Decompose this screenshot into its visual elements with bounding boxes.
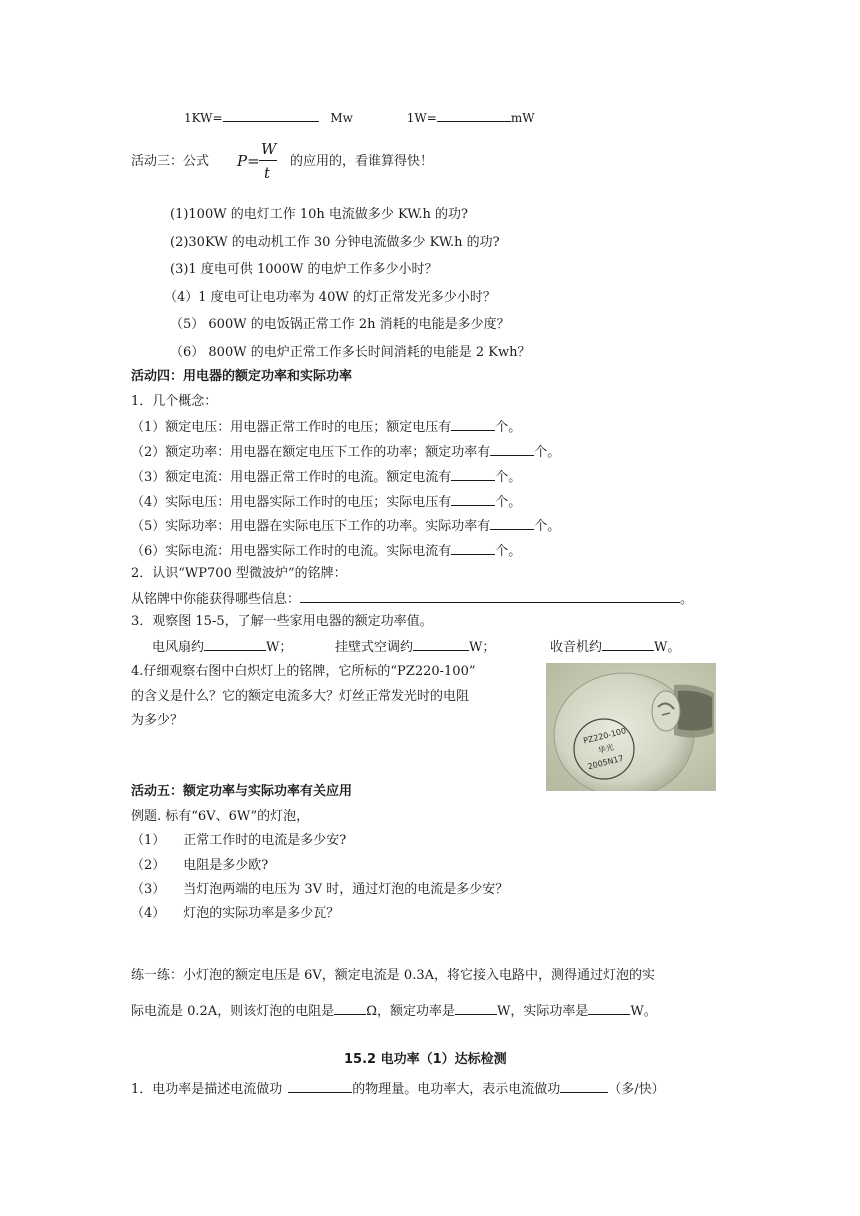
- item2-question: [131, 590, 693, 608]
- q-text: 电阻是多少欧?: [183, 858, 269, 873]
- blank: [334, 1002, 366, 1015]
- blank: [413, 638, 469, 651]
- a3-question-6: （6） 800W 的电炉正常工作多长时间消耗的电能是 2 Kwh？: [170, 345, 531, 360]
- bulb-label-1: PZ220-100: [582, 726, 628, 746]
- item4-line-3: 为多少？: [131, 713, 184, 728]
- q-num: （3）: [131, 882, 166, 897]
- concept-end: 个。: [495, 470, 522, 485]
- q-text: 正常工作时的电流是多少安?: [183, 833, 347, 848]
- item4-line-1: 4.仔细观察右图中白炽灯上的铭牌，它所标的“PZ220-100”: [131, 664, 476, 679]
- blank: [300, 590, 680, 603]
- q-text: 当灯泡两端的电压为 3V 时，通过灯泡的电流是多少安？: [183, 882, 509, 897]
- bulb-icon: [546, 663, 716, 791]
- mw-label: Mw: [330, 111, 353, 125]
- blank: [451, 493, 495, 506]
- blank: [490, 517, 534, 530]
- blank: [437, 109, 511, 122]
- practice-c: W，实际功率是: [496, 1004, 589, 1019]
- w-unit: W；: [266, 640, 293, 655]
- blank: [451, 542, 495, 555]
- power-formula: [235, 140, 281, 184]
- concept-end: 个。: [534, 519, 561, 534]
- activity5-title: 活动五：额定功率与实际功率有关应用: [131, 784, 353, 799]
- blank: [451, 418, 495, 431]
- example-q1: [131, 833, 346, 849]
- item2-q-text: 从铭牌中你能获得哪些信息：: [131, 592, 301, 607]
- section-title: 15.2 电功率（1）达标检测: [344, 1052, 507, 1067]
- w-unit: W；: [469, 640, 496, 655]
- kw-label: 1KW=: [184, 111, 223, 125]
- formula-p: P=: [237, 152, 260, 170]
- blank: [588, 1002, 630, 1015]
- w-unit-end: W。: [654, 640, 681, 655]
- a3-question-3: (3)1 度电可供 1000W 的电炉工作多少小时？: [170, 262, 438, 277]
- fraction-bar: [259, 160, 277, 161]
- practice-b: Ω，额定功率是: [366, 1004, 455, 1019]
- q-text: 灯泡的实际功率是多少瓦？: [183, 906, 340, 921]
- item3-radio: [550, 638, 680, 656]
- q1-c: （多/快）: [608, 1082, 665, 1097]
- concept-text: （6）实际电流：用电器实际工作时的电流。实际电流有: [131, 544, 452, 559]
- blank: [451, 468, 495, 481]
- q-num: （4）: [131, 906, 166, 921]
- ac-label: 挂壁式空调约: [335, 640, 414, 655]
- blank: [288, 1080, 352, 1093]
- practice-d: W。: [630, 1004, 657, 1019]
- blank: [455, 1002, 497, 1015]
- example-q2: [131, 858, 268, 874]
- fan-label: 电风扇约: [152, 640, 205, 655]
- q-num: （1）: [131, 833, 166, 848]
- practice-line-2: [131, 1002, 657, 1020]
- item3-ac: [335, 638, 495, 656]
- concept-3: [131, 468, 521, 486]
- practice-a: 际电流是 0.2A，则该灯泡的电阻是: [131, 1004, 335, 1019]
- item2: 2．认识“WP700 型微波炉”的铭牌：: [131, 566, 347, 581]
- item3: 3．观察图 15-5，了解一些家用电器的额定功率值。: [131, 614, 433, 629]
- radio-label: 收音机约: [550, 640, 603, 655]
- concept-2: [131, 443, 560, 461]
- units-line: [184, 109, 535, 126]
- blank: [490, 443, 534, 456]
- blank: [223, 109, 319, 122]
- example: 例题. 标有“6V、6W”的灯泡，: [131, 809, 310, 824]
- q-num: （2）: [131, 858, 166, 873]
- concept-text: （2）额定功率：用电器在额定电压下工作的功率；额定功率有: [131, 445, 491, 460]
- a3-question-5: （5） 600W 的电饭锅正常工作 2h 消耗的电能是多少度？: [170, 317, 510, 332]
- formula-t: t: [264, 164, 271, 182]
- a3-question-2: (2)30KW 的电动机工作 30 分钟电流做多少 KW.h 的功?: [170, 235, 500, 250]
- activity3-suffix: 的应用的，看谁算得快！: [290, 154, 434, 169]
- activity3-prefix: 活动三：公式: [131, 154, 210, 169]
- q1-b: 的物理量。电功率大，表示电流做功: [352, 1082, 561, 1097]
- bulb-label-2: 华光: [597, 742, 615, 756]
- concept-1: [131, 418, 521, 436]
- item2-end: 。: [680, 592, 694, 607]
- blank: [204, 638, 266, 651]
- concept-end: 个。: [495, 420, 522, 435]
- item3-fan: [152, 638, 292, 656]
- a3-question-4: （4）1 度电可让电功率为 40W 的灯正常发光多少小时？: [164, 290, 496, 305]
- concept-end: 个。: [495, 544, 522, 559]
- blank: [602, 638, 654, 651]
- formula-w: W: [261, 140, 277, 158]
- bulb-label-3: 2005N17: [586, 753, 625, 772]
- concepts-title: 1．几个概念：: [131, 394, 218, 409]
- concept-5: [131, 517, 560, 535]
- concept-end: 个。: [495, 495, 522, 510]
- w-label: 1W=: [406, 111, 437, 125]
- a3-question-1: (1)100W 的电灯工作 10h 电流做多少 KW.h 的功?: [170, 207, 468, 222]
- concept-end: 个。: [534, 445, 561, 460]
- mw2-label: mW: [510, 111, 535, 125]
- concept-4: [131, 493, 521, 511]
- q1-a: 1．电功率是描述电流做功: [131, 1082, 283, 1097]
- section-q1: [131, 1080, 665, 1098]
- practice-line-1: 练一练：小灯泡的额定电压是 6V，额定电流是 0.3A，将它接入电路中，测得通过灯泡的实: [131, 968, 655, 983]
- example-q3: [131, 882, 508, 898]
- activity4-title: 活动四：用电器的额定功率和实际功率: [131, 369, 353, 384]
- item4-line-2: 的含义是什么？它的额定电流多大？灯丝正常发光时的电阻: [131, 689, 470, 704]
- blank: [560, 1080, 608, 1093]
- concept-6: [131, 542, 521, 560]
- concept-text: （5）实际功率：用电器在实际电压下工作的功率。实际功率有: [131, 519, 491, 534]
- light-bulb-photo: [546, 663, 716, 791]
- example-q4: [131, 906, 339, 922]
- concept-text: （1）额定电压：用电器正常工作时的电压；额定电压有: [131, 420, 452, 435]
- concept-text: （4）实际电压：用电器实际工作时的电压；实际电压有: [131, 495, 452, 510]
- concept-text: （3）额定电流：用电器正常工作时的电流。额定电流有: [131, 470, 452, 485]
